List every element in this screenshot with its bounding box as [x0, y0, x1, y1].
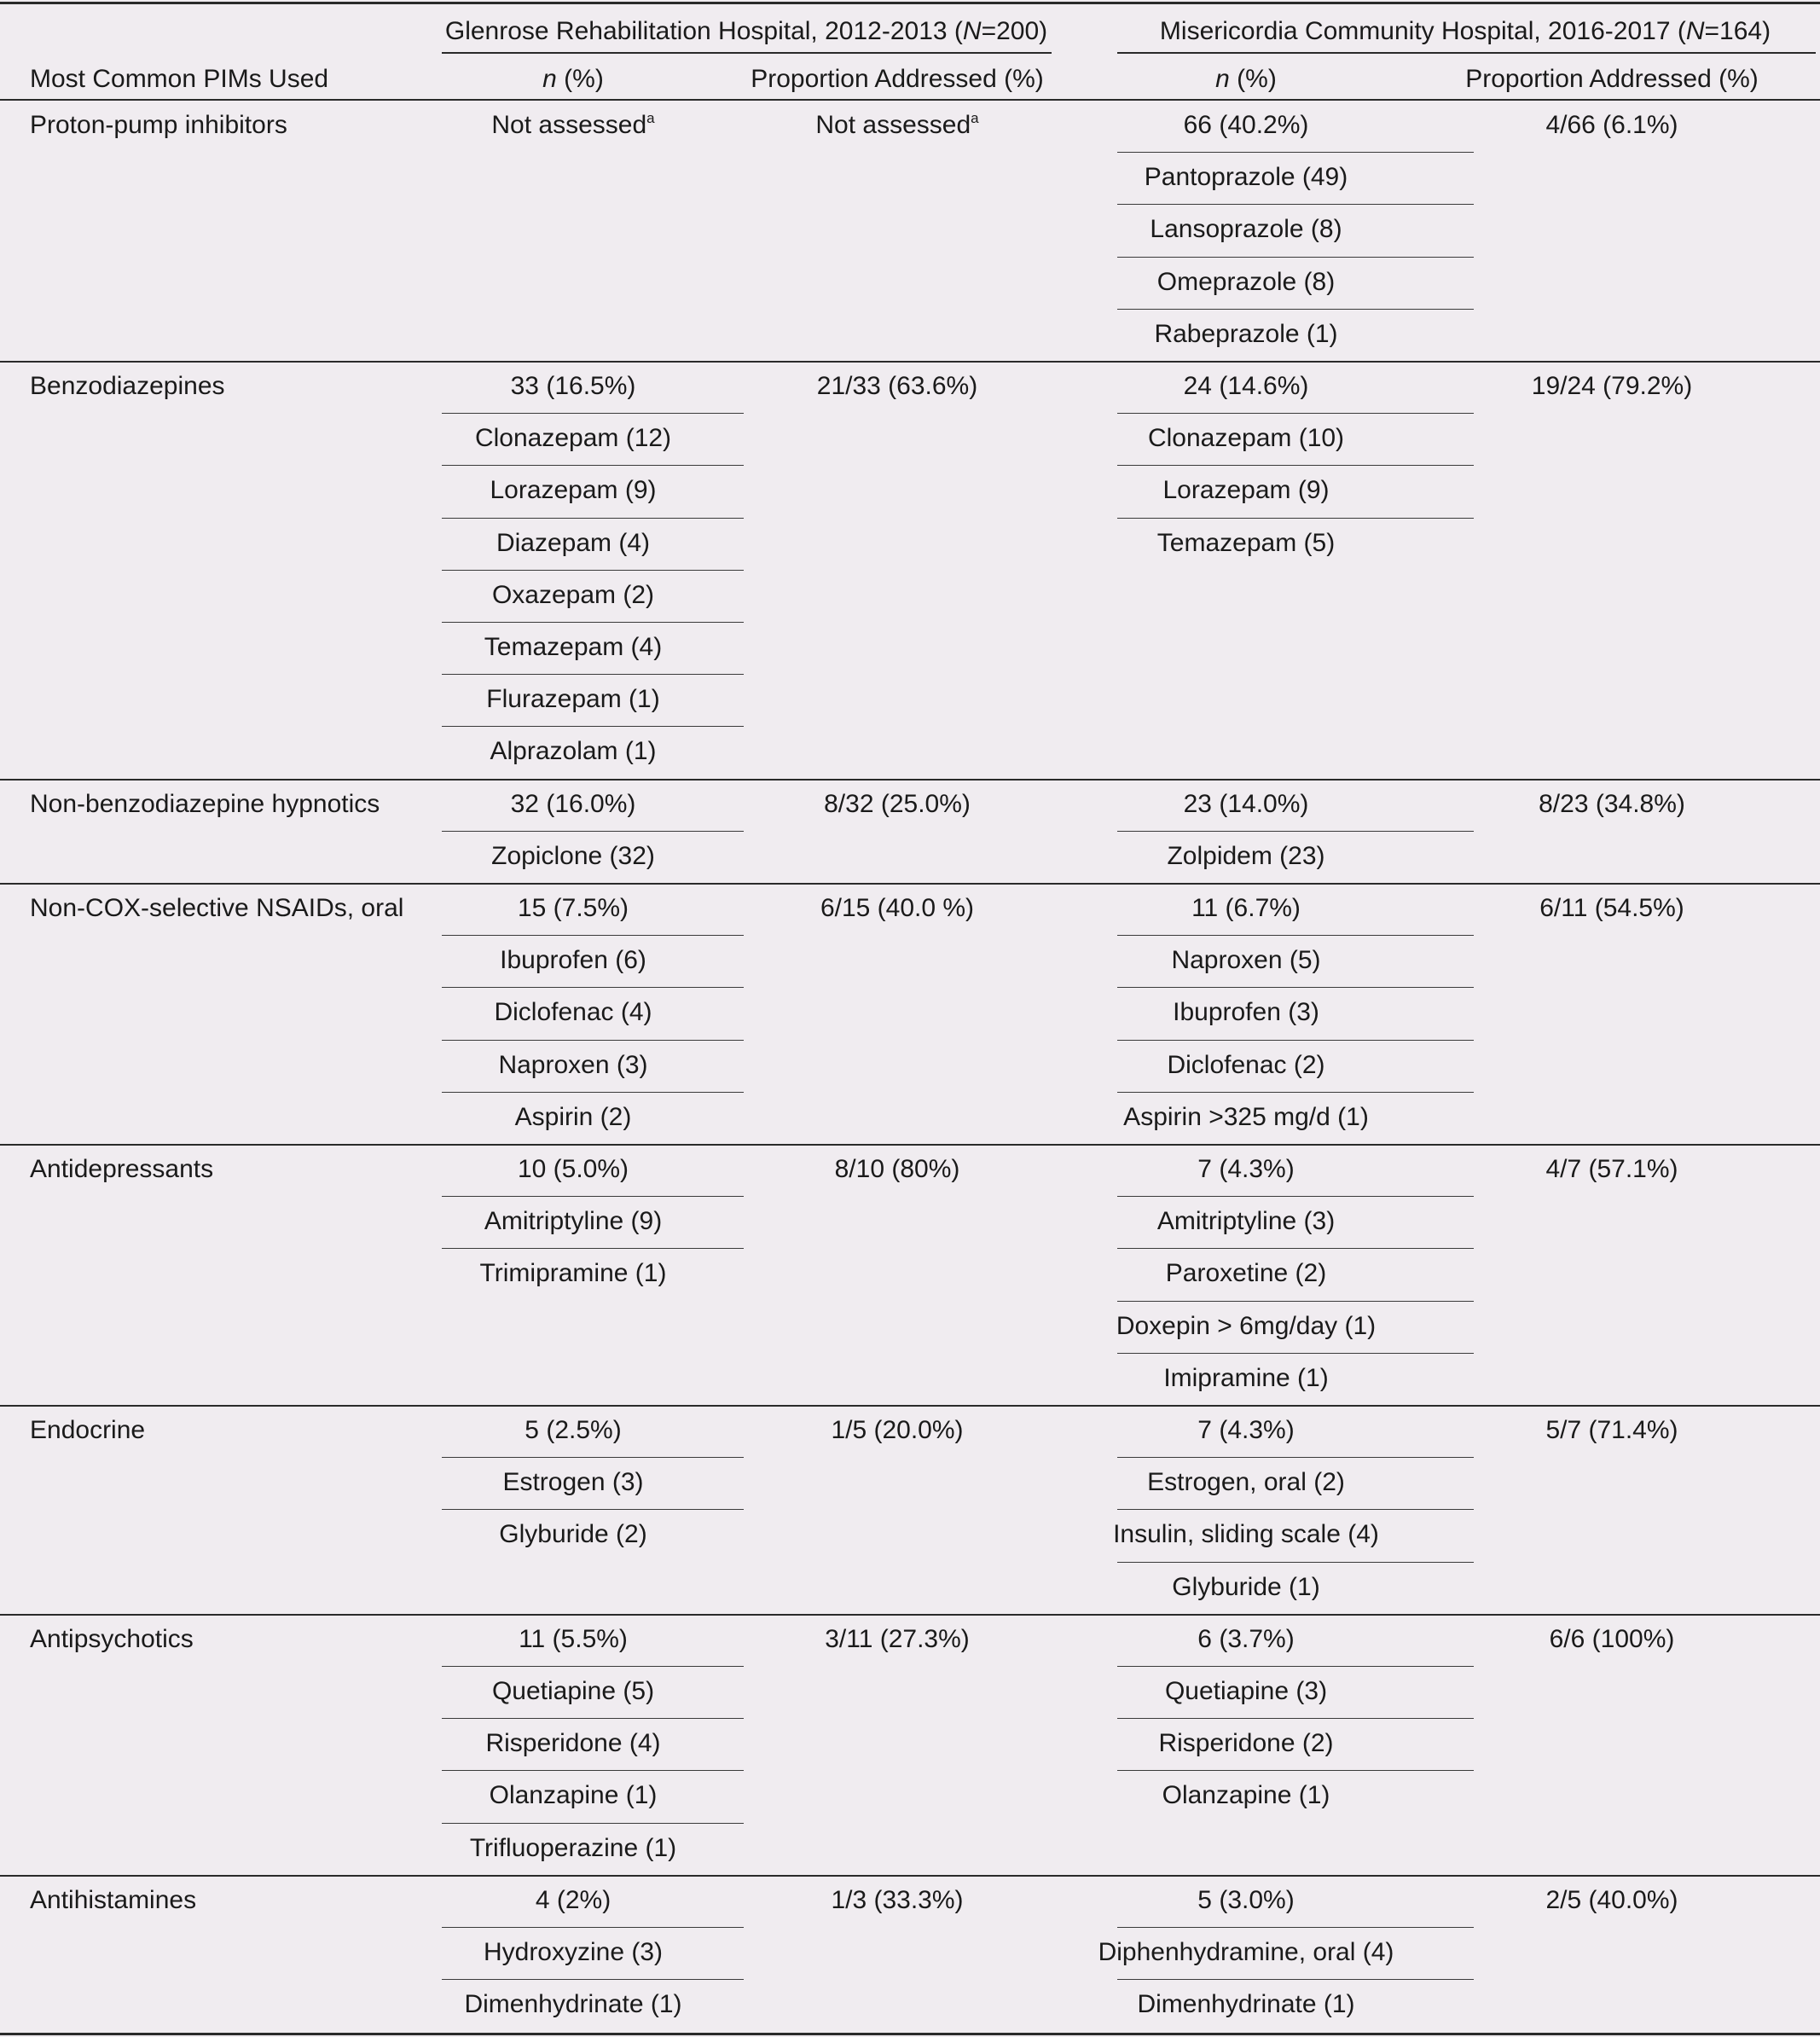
misericordia-drug-item: Amitriptyline (3): [1156, 1207, 1336, 1236]
glenrose-drug-item: Risperidone (4): [485, 1729, 661, 1758]
glenrose-proportion: 8/10 (80%): [834, 1155, 960, 1183]
glenrose-drug-item: Dimenhydrinate (1): [464, 1990, 682, 2019]
glenrose-drug-item: Estrogen (3): [502, 1468, 644, 1497]
misericordia-proportion: 5/7 (71.4%): [1545, 1416, 1678, 1444]
misericordia-item-divider: [1117, 1666, 1474, 1667]
misericordia-item-divider: [1117, 1562, 1474, 1563]
misericordia-item-divider: [1117, 1092, 1474, 1093]
misericordia-drug-item: Diclofenac (2): [1167, 1050, 1325, 1079]
misericordia-drug-item: Lorazepam (9): [1162, 476, 1330, 505]
group-divider: [0, 1144, 1820, 1146]
glenrose-drug-item: Quetiapine (5): [491, 1677, 655, 1705]
misericordia-n-pct: 11 (6.7%): [1191, 894, 1301, 922]
glenrose-header: Glenrose Rehabilitation Hospital, 2012-2013 (N=200): [444, 17, 1048, 45]
glenrose-proportion: 1/5 (20.0%): [831, 1416, 964, 1444]
misericordia-item-divider: [1117, 1979, 1474, 1980]
misericordia-item-divider: [1117, 1457, 1474, 1458]
misericordia-item-divider: [1117, 413, 1474, 414]
glenrose-drug-item: Oxazepam (2): [491, 580, 655, 609]
glenrose-item-divider: [442, 1927, 744, 1928]
footnote-marker: a: [646, 110, 655, 126]
misericordia-drug-item: Clonazepam (10): [1147, 424, 1345, 453]
glenrose-drug-item: Trifluoperazine (1): [469, 1833, 677, 1862]
misericordia-n-pct: 5 (3.0%): [1197, 1885, 1295, 1914]
misericordia-drug-item: Ibuprofen (3): [1173, 998, 1319, 1027]
misericordia-drug-item: Zolpidem (23): [1167, 841, 1325, 870]
glenrose-drug-item: Trimipramine (1): [479, 1259, 667, 1288]
group-divider: [0, 883, 1820, 885]
glenrose-drug-item: Hydroxyzine (3): [483, 1938, 664, 1966]
misericordia-drug-item: Imipramine (1): [1163, 1363, 1329, 1392]
glenrose-proportion: 3/11 (27.3%): [825, 1624, 970, 1653]
glenrose-n-pct-header: n (%): [542, 65, 604, 93]
glenrose-drug-item: Lorazepam (9): [490, 476, 657, 505]
glenrose-item-divider: [442, 935, 744, 936]
misericordia-item-divider: [1117, 1927, 1474, 1928]
misericordia-proportion: 8/23 (34.8%): [1539, 789, 1685, 818]
misericordia-drug-item: Olanzapine (1): [1162, 1781, 1330, 1810]
misericordia-drug-item: Estrogen, oral (2): [1147, 1468, 1345, 1497]
glenrose-drug-item: Diclofenac (4): [494, 998, 652, 1027]
misericordia-proportion: 4/7 (57.1%): [1545, 1155, 1678, 1183]
glenrose-drug-item: Diazepam (4): [496, 528, 651, 557]
glenrose-drug-item: Zopiclone (32): [491, 841, 655, 870]
glenrose-n-pct: Not assessed$^a$: [491, 110, 655, 139]
misericordia-drug-item: Insulin, sliding scale (4): [1113, 1520, 1379, 1549]
misericordia-drug-item: Paroxetine (2): [1165, 1259, 1327, 1288]
glenrose-drug-item: Flurazepam (1): [486, 685, 660, 714]
misericordia-item-divider: [1117, 1718, 1474, 1719]
table-top-rule: [0, 2, 1820, 4]
misericordia-item-divider: [1117, 1353, 1474, 1354]
misericordia-drug-item: Omeprazole (8): [1156, 267, 1336, 296]
misericordia-item-divider: [1117, 1196, 1474, 1197]
glenrose-n-pct: 33 (16.5%): [510, 372, 636, 400]
stub-header: Most Common PIMs Used: [30, 65, 329, 93]
glenrose-item-divider: [442, 1196, 744, 1197]
misericordia-item-divider: [1117, 1770, 1474, 1771]
category-label: Antihistamines: [30, 1885, 197, 1914]
category-label: Proton-pump inhibitors: [30, 111, 287, 139]
misericordia-drug-item: Naproxen (5): [1171, 946, 1321, 975]
misericordia-proportion: 19/24 (79.2%): [1531, 372, 1693, 400]
glenrose-drug-item: Naproxen (3): [498, 1050, 648, 1079]
category-label: Endocrine: [30, 1416, 146, 1444]
misericordia-drug-item: Risperidone (2): [1158, 1729, 1334, 1758]
glenrose-item-divider: [442, 1770, 744, 1771]
group-divider: [0, 779, 1820, 781]
misericordia-proportion: 6/6 (100%): [1549, 1624, 1675, 1653]
misericordia-proportion: 2/5 (40.0%): [1545, 1885, 1678, 1914]
glenrose-n-pct: 10 (5.0%): [517, 1155, 629, 1183]
glenrose-drug-item: Alprazolam (1): [490, 737, 657, 766]
glenrose-item-divider: [442, 1457, 744, 1458]
misericordia-drug-item: Quetiapine (3): [1164, 1677, 1328, 1705]
misericordia-n-pct: 24 (14.6%): [1183, 372, 1309, 400]
category-label: Antipsychotics: [30, 1624, 194, 1653]
misericordia-item-divider: [1117, 1509, 1474, 1510]
glenrose-proportion: Not assessed$^a$: [815, 110, 979, 139]
misericordia-item-divider: [1117, 152, 1474, 153]
group-divider: [0, 1614, 1820, 1616]
glenrose-n-pct: 32 (16.0%): [510, 789, 636, 818]
glenrose-item-divider: [442, 1509, 744, 1510]
misericordia-item-divider: [1117, 1248, 1474, 1249]
misericordia-drug-item: Doxepin > 6mg/day (1): [1116, 1311, 1377, 1340]
misericordia-proportion: 6/11 (54.5%): [1539, 894, 1684, 922]
misericordia-drug-item: Aspirin >325 mg/d (1): [1123, 1102, 1369, 1131]
misericordia-drug-item: Pantoprazole (49): [1144, 163, 1348, 192]
misericordia-n-pct-header: n (%): [1215, 65, 1277, 93]
misericordia-drug-item: Glyburide (1): [1172, 1572, 1320, 1601]
misericordia-item-divider: [1117, 257, 1474, 258]
glenrose-item-divider: [442, 1823, 744, 1824]
glenrose-item-divider: [442, 1092, 744, 1093]
glenrose-proportion: 21/33 (63.6%): [816, 372, 978, 400]
glenrose-drug-item: Aspirin (2): [514, 1102, 632, 1131]
glenrose-item-divider: [442, 1718, 744, 1719]
misericordia-proportion-header: Proportion Addressed (%): [1465, 65, 1759, 93]
group-divider: [0, 1875, 1820, 1877]
misericordia-drug-item: Dimenhydrinate (1): [1137, 1990, 1355, 2019]
glenrose-item-divider: [442, 413, 744, 414]
glenrose-n-pct: 4 (2%): [535, 1885, 611, 1914]
misericordia-n-pct: 6 (3.7%): [1197, 1624, 1295, 1653]
glenrose-drug-item: Ibuprofen (6): [500, 946, 646, 975]
misericordia-item-divider: [1117, 1040, 1474, 1041]
glenrose-n-pct: 5 (2.5%): [525, 1416, 622, 1444]
misericordia-header-rule: [1117, 52, 1816, 54]
misericordia-drug-item: Diphenhydramine, oral (4): [1098, 1938, 1394, 1966]
misericordia-item-divider: [1117, 518, 1474, 519]
glenrose-item-divider: [442, 622, 744, 623]
group-divider: [0, 1405, 1820, 1407]
misericordia-item-divider: [1117, 465, 1474, 466]
glenrose-item-divider: [442, 465, 744, 466]
glenrose-header-rule: [442, 52, 1052, 54]
misericordia-item-divider: [1117, 987, 1474, 988]
glenrose-drug-item: Temazepam (4): [484, 633, 663, 661]
misericordia-n-pct: 7 (4.3%): [1197, 1155, 1295, 1183]
glenrose-item-divider: [442, 831, 744, 832]
footnote-marker: a: [971, 110, 979, 126]
misericordia-drug-item: Lansoprazole (8): [1150, 215, 1342, 244]
group-divider: [0, 361, 1820, 363]
table-bottom-rule: [0, 2033, 1820, 2035]
glenrose-item-divider: [442, 518, 744, 519]
glenrose-item-divider: [442, 1979, 744, 1980]
glenrose-item-divider: [442, 1040, 744, 1041]
glenrose-n-pct: 11 (5.5%): [519, 1624, 628, 1653]
glenrose-drug-item: Glyburide (2): [499, 1520, 647, 1549]
category-label: Non-benzodiazepine hypnotics: [30, 789, 380, 818]
misericordia-n-pct: 23 (14.0%): [1183, 789, 1309, 818]
misericordia-item-divider: [1117, 831, 1474, 832]
glenrose-item-divider: [442, 570, 744, 571]
glenrose-drug-item: Olanzapine (1): [489, 1781, 658, 1810]
misericordia-n-pct: 7 (4.3%): [1197, 1416, 1295, 1444]
misericordia-n-pct: 66 (40.2%): [1183, 111, 1309, 139]
misericordia-drug-item: Rabeprazole (1): [1154, 319, 1338, 348]
glenrose-n-pct: 15 (7.5%): [517, 894, 629, 922]
category-label: Benzodiazepines: [30, 372, 225, 400]
glenrose-drug-item: Amitriptyline (9): [484, 1207, 663, 1236]
glenrose-item-divider: [442, 1666, 744, 1667]
misericordia-item-divider: [1117, 309, 1474, 310]
glenrose-item-divider: [442, 674, 744, 675]
header-bottom-rule: [0, 99, 1820, 101]
misericordia-header: Misericordia Community Hospital, 2016-2017 (N=164): [1159, 17, 1771, 45]
glenrose-proportion: 1/3 (33.3%): [831, 1885, 964, 1914]
misericordia-drug-item: Temazepam (5): [1156, 528, 1336, 557]
glenrose-proportion: 8/32 (25.0%): [824, 789, 971, 818]
category-label: Non-COX-selective NSAIDs, oral: [30, 894, 404, 922]
misericordia-item-divider: [1117, 1301, 1474, 1302]
misericordia-proportion: 4/66 (6.1%): [1545, 111, 1678, 139]
glenrose-item-divider: [442, 726, 744, 727]
misericordia-item-divider: [1117, 935, 1474, 936]
glenrose-proportion-header: Proportion Addressed (%): [751, 65, 1044, 93]
glenrose-drug-item: Clonazepam (12): [474, 424, 672, 453]
glenrose-proportion: 6/15 (40.0 %): [820, 894, 975, 922]
misericordia-item-divider: [1117, 204, 1474, 205]
glenrose-item-divider: [442, 987, 744, 988]
category-label: Antidepressants: [30, 1155, 214, 1183]
glenrose-item-divider: [442, 1248, 744, 1249]
